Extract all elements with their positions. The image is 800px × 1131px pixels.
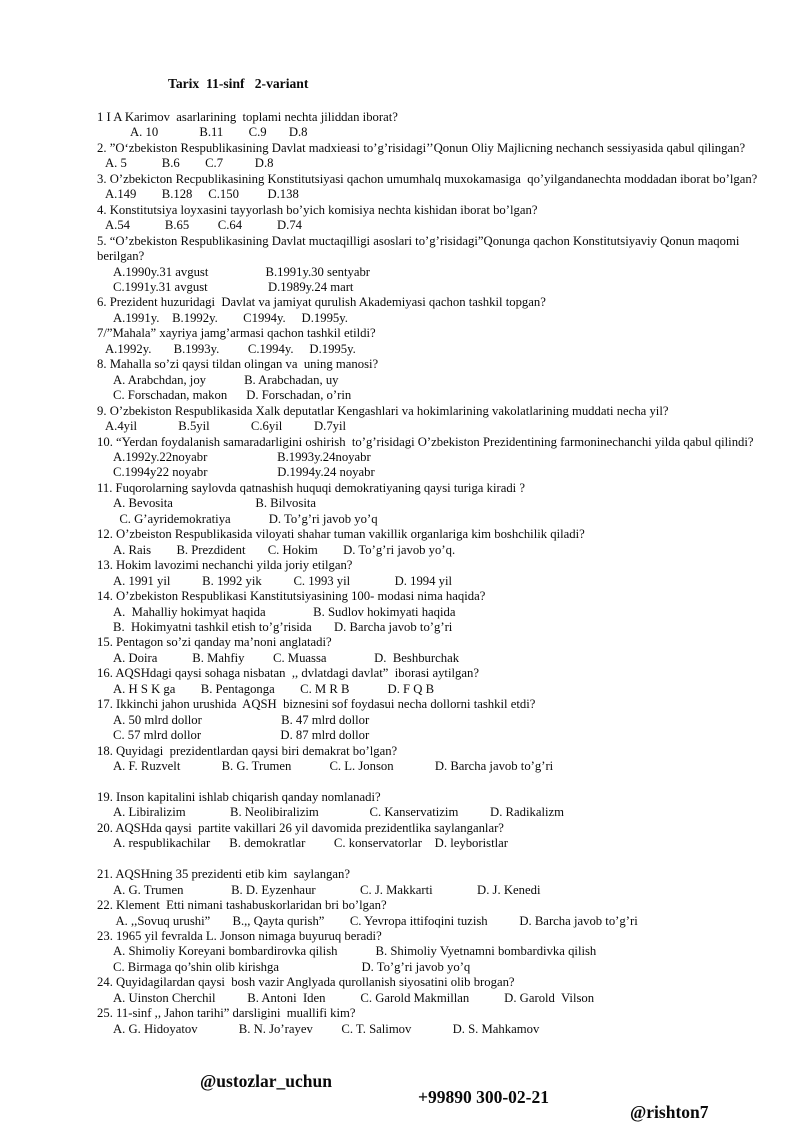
footer-telegram-handle-right: @rishton7 [630,1102,709,1123]
footer-phone-number: +99890 300-02-21 [418,1086,550,1107]
option-row: B. Hokimyatni tashkil etish to’g’risida D. Barcha javob to’g’ri [113,619,453,634]
option-row: C.1991y.31 avgust D.1989y.24 mart [113,279,354,294]
question-text: 13. Hokim lavozimi nechanchi yilda joriy etilgan? [97,558,353,573]
question-text: 16. AQSHdagi qaysi sohaga nisbatan ,, dvlatdagi davlat” iborasi aytilgan? [97,666,479,681]
option-row: A. ,,Sovuq urushi” B.,, Qayta qurish” C. Yevropa ittifoqini tuzish D. Barcha javob to’g’ri [113,913,638,928]
footer [0,1059,800,1123]
question-text: 8. Mahalla so’zi qaysi tildan olingan va uning manosi? [97,357,379,372]
blank-line [97,852,800,867]
option-row: A.1992y. B.1993y. C.1994y. D.1995y. [105,341,356,356]
option-row: A. respublikachilar B. demokratlar C. konservatorlar D. leyboristlar [113,836,508,851]
option-row: A.1991y. B.1992y. C1994y. D.1995y. [113,310,348,325]
question-text: 15. Pentagon so’zi qanday ma’noni anglatadi? [97,635,332,650]
option-row: C. Birmaga qo’shin olib kirishga D. To’g’ri javob yo’q [113,959,471,974]
option-row: A.1990y.31 avgust B.1991y.30 sentyabr [113,264,371,279]
question-text: 25. 11-sinf ,, Jahon tarihi” darsligini muallifi kim? [97,1006,356,1021]
option-row: A. 1991 yil B. 1992 yik C. 1993 yil D. 1994 yil [113,573,453,588]
option-row: A. Mahalliy hokimyat haqida B. Sudlov hokimyati haqida [113,604,456,619]
question-text: 9. O’zbekiston Respublikasida Xalk deputatlar Kengashlari va hokimlarining vakolatlarining muddati necha yil? [97,403,669,418]
question-text: 14. O’zbekiston Respublikasi Kanstitutsiyasining 100- modasi nima haqida? [97,589,486,604]
option-row: A. Bevosita B. Bilvosita [113,496,316,511]
question-text: 20. AQSHda qaysi partite vakillari 26 yil davomida prezidentlika saylanganlar? [97,820,504,835]
question-text: 7/”Mahala” xayriya jamg’armasi qachon tashkil etildi? [97,326,376,341]
question-text: 11. Fuqorolarning saylovda qatnashish huquqi demokratiyaning qaysi turiga kiradi ? [97,480,526,495]
option-row: A. G. Hidoyatov B. N. Jo’rayev C. T. Salimov D. S. Mahkamov [113,1021,540,1036]
question-text: 24. Quyidagilardan qaysi bosh vazir Anglyada qurollanish siyosatini olib brogan? [97,975,515,990]
question-text: 21. AQSHning 35 prezidenti etib kim saylangan? [97,867,350,882]
option-row: berilgan? [97,249,145,264]
question-text: 5. “O’zbekiston Respublikasining Davlat muctaqilligi asoslari to’g’risidagi”Qonunga qachon Konstitutsiyaviy Qonun maqomi [97,233,740,248]
option-row: A. G. Trumen B. D. Eyzenhaur C. J. Makkarti D. J. Kenedi [113,882,541,897]
footer-telegram-handle-left: @ustozlar_uchun [200,1071,332,1092]
option-row: C. Forschadan, makon D. Forschadan, o’rin [113,388,352,403]
question-text: 19. Inson kapitalini ishlab chiqarish qanday nomlanadi? [97,789,381,804]
question-text: 23. 1965 yil fevralda L. Jonson nimaga buyuruq beradi? [97,928,382,943]
option-row: A. 10 B.11 C.9 D.8 [130,125,308,140]
question-text: 22. Klement Etti nimani tashabuskorlaridan bri bo’lgan? [97,898,387,913]
question-text: 18. Quyidagi prezidentlardan qaysi biri demakrat bo’lgan? [97,743,398,758]
question-text: 6. Prezident huzuridagi Davlat va jamiyat qurulish Akademiyasi qachon tashkil topgan? [97,295,546,310]
option-row: A. Doira B. Mahfiy C. Muassa D. Beshburchak [113,650,460,665]
blank-line [97,774,800,789]
option-row: A.4yil B.5yil C.6yil D.7yil [105,419,347,434]
option-row: A. Libiralizim B. Neolibiralizim C. Kanservatizim D. Radikalizm [113,805,565,820]
option-row: C. 57 mlrd dollor D. 87 mlrd dollor [113,728,370,743]
option-row: A. H S K ga B. Pentagonga C. M R B D. F Q B [113,681,435,696]
option-row: A.1992y.22noyabr B.1993y.24noyabr [113,449,371,464]
option-row: A. Arabchdan, joy B. Arabchadan, uy [113,372,339,387]
question-text: 12. O’zbeiston Respublikasida viloyati shahar tuman vakillik organlariga kim boshchilik qiladi? [97,527,585,542]
option-row: A. 50 mlrd dollor B. 47 mlrd dollor [113,712,370,727]
option-row: A. F. Ruzvelt B. G. Trumen C. L. Jonson D. Barcha javob to’g’ri [113,759,554,774]
option-row: A. Shimoliy Koreyani bombardirovka qilish B. Shimoliy Vyetnamni bombardivka qilish [113,944,597,959]
option-row: C.1994y22 noyabr D.1994y.24 noyabr [113,465,375,480]
question-text: 4. Konstitutsiya loyxasini tayyorlash bo’yich komisiya nechta kishidan iborat bo’lgan? [97,202,538,217]
option-row: A.54 B.65 C.64 D.74 [105,218,303,233]
option-row: A. 5 B.6 C.7 D.8 [105,156,274,171]
option-row: C. G’ayridemokratiya D. To’g’ri javob yo’q [113,511,378,526]
question-text: 17. Ikkinchi jahon urushida AQSH biznesini sof foydasui necha dollorni tashkil etdi? [97,697,536,712]
document-title: Tarix 11-sinf 2-variant [168,76,309,91]
question-text: 2. ”O‘zbekiston Respublikasining Davlat madxieasi to’g’risidagi’’Qonun Oliy Majlicning nechanch sessiyasida qabul qilingan? [97,140,746,155]
question-text: 3. O’zbekicton Recpublikasining Konstitutsiyasi qachon umumhalq muxokamasiga qo’yilgandanechta moddadan iborat bo’lgan? [97,171,758,186]
option-row: A.149 B.128 C.150 D.138 [105,187,299,202]
option-row: A. Rais B. Prezdident C. Hokim D. To’g’ri javob yo’q. [113,542,456,557]
question-text: 10. “Yerdan foydalanish samaradarligini oshirish to’g’risidagi O’zbekiston Prezidentining farmoninechanchi yilda qabul qilindi? [97,434,754,449]
questions-area [97,110,800,1037]
option-row: A. Uinston Cherchil B. Antoni Iden C. Garold Makmillan D. Garold Vilson [113,990,595,1005]
question-text: 1 I A Karimov asarlarining toplami nechta jiliddan iborat? [97,110,398,124]
